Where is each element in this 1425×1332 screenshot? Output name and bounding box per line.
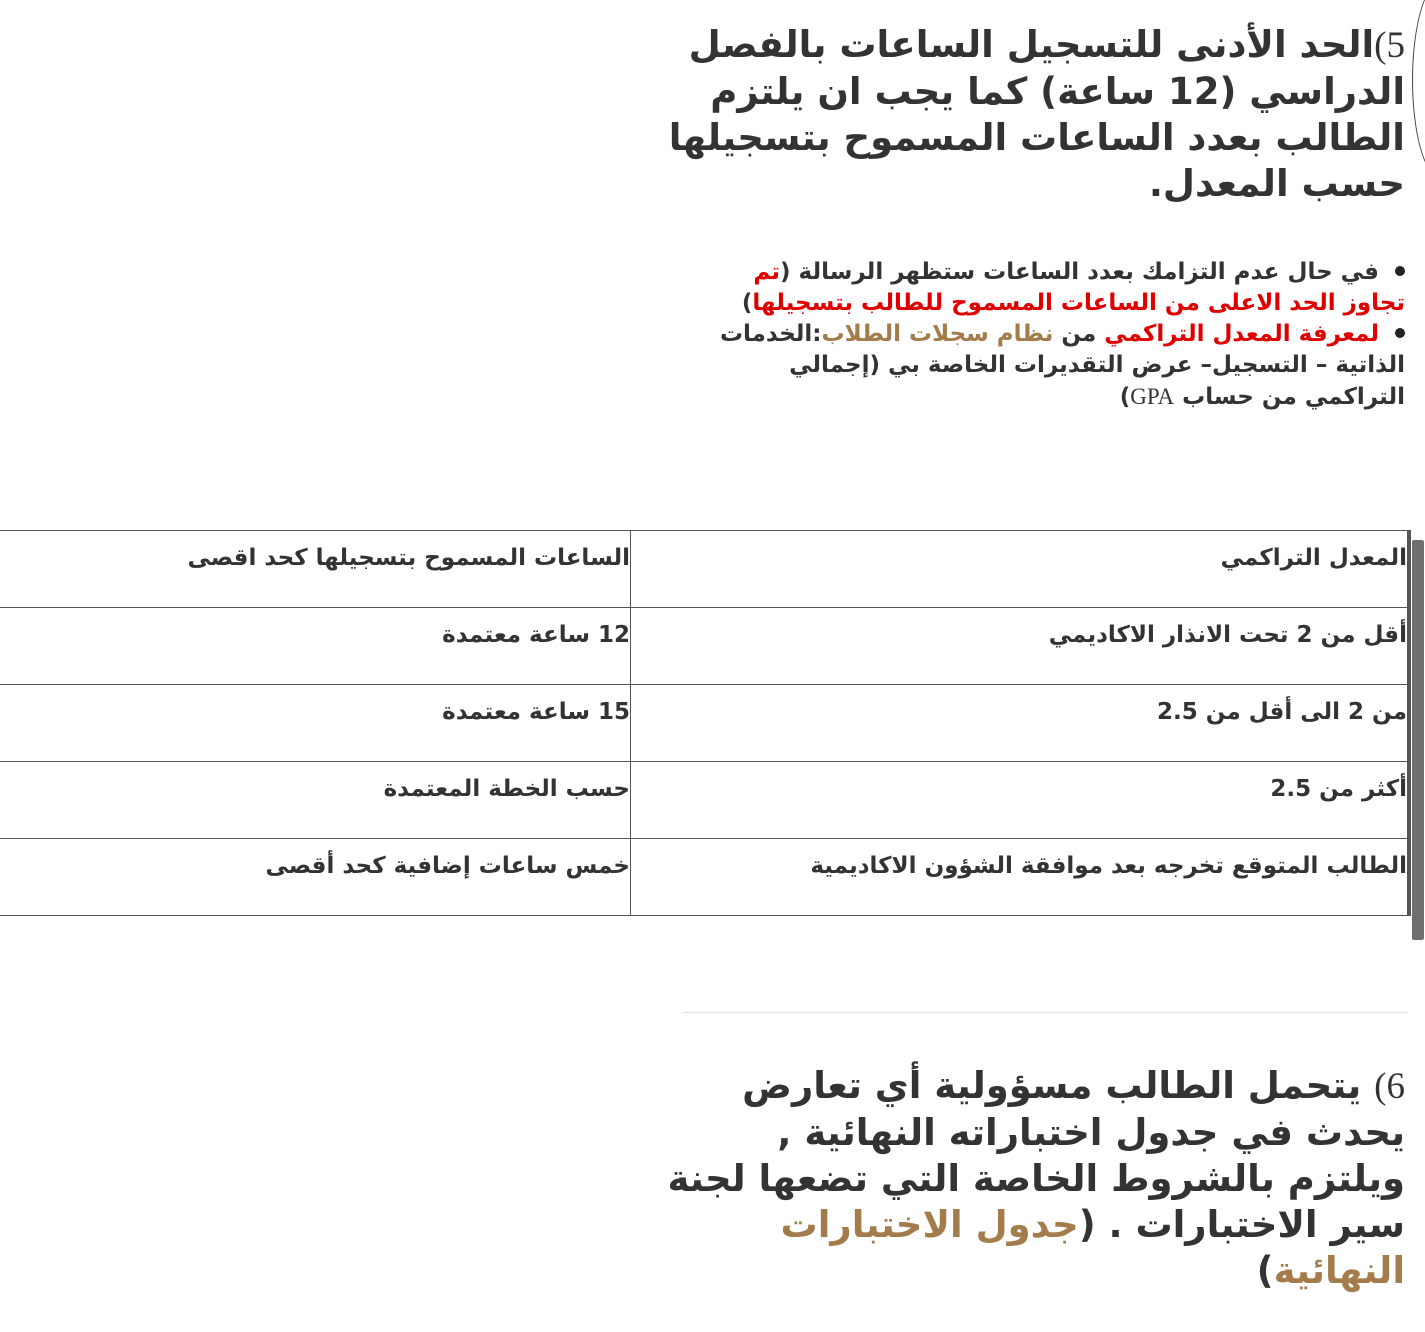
table-row xyxy=(0,685,1409,762)
section-5-number: 5) xyxy=(1374,25,1405,66)
section-divider xyxy=(683,1012,1408,1013)
table-cell: أقل من 2 تحت الانذار الاكاديمي xyxy=(631,608,1410,685)
table-scrollbar[interactable] xyxy=(1412,540,1424,940)
bullet-icon xyxy=(1395,266,1405,276)
final-exams-schedule-link[interactable]: جدول الاختبارات النهائية xyxy=(780,1203,1405,1292)
note-hours-text: في حال عدم التزامك بعدد الساعات ستظهر الرسالة ( xyxy=(780,259,1379,285)
section-6-heading-end: ) xyxy=(1256,1249,1274,1292)
table-cell: الطالب المتوقع تخرجه بعد موافقة الشؤون الاكاديمية xyxy=(631,839,1410,916)
gpa-term: GPA xyxy=(1130,384,1175,409)
gpa-lookup-label: لمعرفة المعدل التراكمي xyxy=(1104,321,1379,347)
student-records-link[interactable]: نظام سجلات الطلاب xyxy=(821,321,1054,347)
table-cell: حسب الخطة المعتمدة xyxy=(0,762,631,839)
table-row xyxy=(0,608,1409,685)
table-cell: 12 ساعة معتمدة xyxy=(0,608,631,685)
table-header-row xyxy=(0,531,1409,608)
page-frame-decoration xyxy=(1412,0,1425,180)
table-cell: الساعات المسموح بتسجيلها كحد اقصى xyxy=(0,531,631,608)
table-cell: المعدل التراكمي xyxy=(631,531,1410,608)
error-message-text: تم تجاوز الحد الاعلى من الساعات المسموح للطالب بتسجيلها xyxy=(752,259,1405,316)
table-row xyxy=(0,839,1409,916)
section-5-heading xyxy=(665,22,1405,207)
note-gpa-lookup xyxy=(685,319,1405,413)
table-cell: خمس ساعات إضافية كحد أقصى xyxy=(0,839,631,916)
gpa-lookup-from: من xyxy=(1053,321,1105,347)
hours-table xyxy=(0,530,1411,916)
hours-table-container xyxy=(0,530,1410,928)
note-hours-end: ) xyxy=(741,290,753,316)
section-6-heading-text: يتحمل الطالب مسؤولية أي تعارض يحدث في جدول اختباراته النهائية , ويلتزم بالشروط الخاصة التي تضعها لجنة سير الاختبارات . ( xyxy=(667,1064,1405,1246)
gpa-lookup-path: :الخدمات الذاتية – التسجيل– عرض التقديرات الخاصة بي (إجمالي التراكمي من حساب xyxy=(719,321,1405,410)
notes-list xyxy=(685,257,1405,413)
table-cell: 15 ساعة معتمدة xyxy=(0,685,631,762)
table-cell: من 2 الى أقل من 2.5 xyxy=(631,685,1410,762)
section-6-heading xyxy=(665,1063,1405,1294)
section-6-number: 6) xyxy=(1374,1066,1405,1107)
table-row xyxy=(0,762,1409,839)
bullet-icon xyxy=(1395,328,1405,338)
section-5-heading-text: الحد الأدنى للتسجيل الساعات بالفصل الدراسي (12 ساعة) كما يجب ان يلتزم الطالب بعدد الساعات المسموح بتسجيلها حسب المعدل. xyxy=(668,23,1405,205)
gpa-lookup-end: ) xyxy=(1119,384,1131,410)
table-cell: أكثر من 2.5 xyxy=(631,762,1410,839)
note-hours-warning xyxy=(685,257,1405,319)
